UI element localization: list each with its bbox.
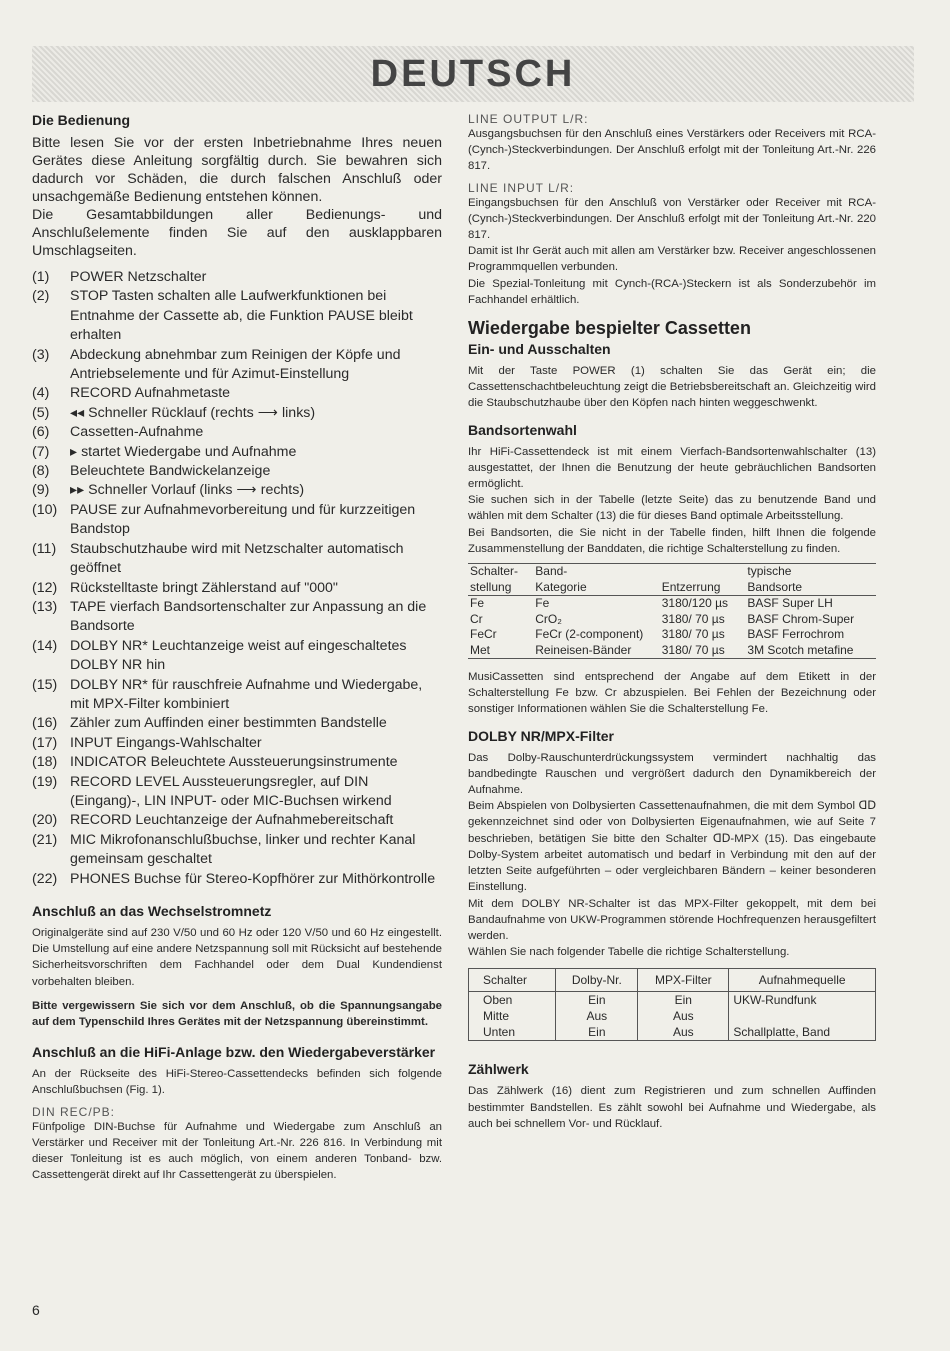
list-item <box>32 870 442 889</box>
table-cell: 3180/ 70 µs <box>661 642 725 657</box>
tape-type-table <box>468 563 876 659</box>
list-item-text: RECORD LEVEL Aussteuerungsregler, auf DIN (Eingang)-, LIN INPUT- oder MIC-Buchsen wirkend <box>70 773 392 809</box>
list-item <box>32 579 442 598</box>
list-item <box>32 423 442 442</box>
paragraph: MusiCassetten sind entsprechend der Angabe auf dem Etikett in der Schalterstellung Fe bzw. Cr abzuspielen. Bei Fehlen der Bezeichnung oder sonstiger Informationen wählen Sie die Schalterstellung Fe. <box>468 671 876 716</box>
list-item-text: Staubschutzhaube wird mit Netzschalter automatisch geöffnet <box>70 540 404 577</box>
list-item-number: (20) <box>32 812 58 829</box>
list-item <box>32 346 442 385</box>
list-item-number: (21) <box>32 831 58 848</box>
page-number: 6 <box>32 1302 40 1318</box>
list-item-number: (2) <box>32 288 50 305</box>
table-cell: 3180/120 µs <box>661 596 729 611</box>
list-item-number: (15) <box>32 676 58 693</box>
paragraph: Mit dem DOLBY NR-Schalter ist das MPX-Filter gekoppelt, mit dem bei Bandaufnahme von UKW-Programmen störende Hochfrequenzen herausgefiltert werden. <box>468 897 876 942</box>
table-row <box>468 612 876 628</box>
paragraph: Wählen Sie nach folgender Tabelle die richtige Schalterstellung. <box>468 946 790 959</box>
paragraph: Ausgangsbuchsen für den Anschluß eines Verstärkers oder Receivers mit RCA-(Cynch-)Steckverbindungen. Der Anschluß erfolgt mit der Tonleitung Art.-Nr. 226 817. <box>468 128 876 173</box>
connector-label-line-out: LINE OUTPUT L/R: <box>468 112 589 126</box>
paragraph: Damit ist Ihr Gerät auch mit allen am Verstärker bzw. Receiver angeschlossenen Programmquellen verbunden. <box>468 245 876 274</box>
list-item-text: POWER Netzschalter <box>70 269 207 285</box>
list-item-number: (9) <box>32 482 50 499</box>
section-heading-wiedergabe: Wiedergabe bespielter Cassetten <box>468 318 751 339</box>
list-item-number: (5) <box>32 404 50 421</box>
list-item-text: DOLBY NR* Leuchtanzeige weist auf eingeschaltetes DOLBY NR hin <box>70 637 407 674</box>
list-item-text: RECORD Aufnahmetaste <box>70 385 231 402</box>
list-item-text: PAUSE zur Aufnahmevorbereitung und für kurzzeitigen Bandstop <box>70 501 416 538</box>
list-item <box>32 384 442 403</box>
table-cell: Ein <box>556 1024 638 1041</box>
list-item <box>32 287 442 345</box>
table-cell: Schallplatte, Band <box>729 1024 876 1041</box>
list-item-text: MIC Mikrofonanschlußbuchse, linker und rechter Kanal gemeinsam geschaltet <box>70 831 416 868</box>
title-banner <box>32 46 914 102</box>
table-row <box>468 627 876 643</box>
list-item-text: INDICATOR Beleuchtete Aussteuerungsinstrumente <box>70 754 398 771</box>
list-item-number: (22) <box>32 870 58 887</box>
table-cell: 3180/ 70 µs <box>661 627 725 642</box>
section-heading-zaehlwerk: Zählwerk <box>468 1061 529 1078</box>
list-item <box>32 676 442 715</box>
table-row <box>468 643 876 659</box>
list-item-number: (3) <box>32 346 50 363</box>
table-cell: Cr <box>470 611 483 626</box>
connector-label-line-in: LINE INPUT L/R: <box>468 180 575 195</box>
list-item-text: ▸▸ Schneller Vorlauf (links ⟶ rechts) <box>70 482 305 499</box>
table-cell: 3180/ 70 µs <box>661 611 725 626</box>
table-cell: UKW-Rundfunk <box>729 992 876 1009</box>
paragraph: Das Dolby-Rauschunterdrückungssystem vermindert nachhaltig das bandbedingte Rauschen und vergrößert dadurch den Dynamikbereich der Aufnahme. <box>468 751 876 797</box>
list-item-number: (7) <box>32 443 50 460</box>
table-row <box>468 596 876 612</box>
table-cell: Aus <box>638 1008 729 1024</box>
list-item-text: DOLBY NR* für rauschfreie Aufnahme und Wiedergabe, mit MPX-Filter kombiniert <box>70 676 423 712</box>
paragraph: Ihr HiFi-Cassettendeck ist mit einem Vierfach-Bandsortenwahlschalter (13) ausgestattet, der Ihnen die Benutzung der heute gebräuchlichen Bandsorten ermöglicht. <box>468 445 876 491</box>
table-cell: Aus <box>638 1024 729 1041</box>
list-item-text: INPUT Eingangs-Wahlschalter <box>70 734 262 751</box>
paragraph: Bitte lesen Sie vor der ersten Inbetriebnahme Ihres neuen Gerätes diese Anleitung sorgfältig durch. Sie bewahren sich dadurch vor Schäden, die durch falschen Anschluß oder unsachgemäße Bedienung entstehen können. <box>32 135 442 205</box>
list-item <box>32 637 442 676</box>
table-cell: Ein <box>638 992 729 1009</box>
list-item-text: Rückstelltaste bringt Zählerstand auf "000" <box>70 579 338 596</box>
list-item-text: ◂◂ Schneller Rücklauf (rechts ⟶ links) <box>70 404 316 421</box>
table-cell: FeCr <box>470 627 497 642</box>
list-item <box>32 714 442 733</box>
list-item-text: STOP Tasten schalten alle Laufwerkfunktionen bei Entnahme der Cassette ab, die Funktion PAUSE bleibt erhalten <box>70 288 413 344</box>
list-item-number: (10) <box>32 501 58 518</box>
list-item-text: Abdeckung abnehmbar zum Reinigen der Köpfe und Antriebselemente und für Azimut-Einstellung <box>70 346 401 383</box>
table-header-cell: Dolby-Nr. <box>556 969 638 992</box>
table-header-cell: MPX-Filter <box>638 969 729 992</box>
paragraph: Beim Abspielen von Dolbysierten Cassettenaufnahmen, die mit dem Symbol ꓷꓓ gekennzeichnet sind oder von Dolbysierten Eigenaufnahmen, wie auf Seite 7 beschrieben, betätigen Sie bitte den Schalter ꓷꓓ-MPX (15). Das eingebaute Dolby-System arbeitet automatisch und bedarf in Verbindung mit den auf der letzten Seite aufgeführten – oder vergleichbaren Bändern – keiner besonderen Einstellung. <box>468 800 876 894</box>
list-item-number: (13) <box>32 598 58 615</box>
list-item <box>32 598 442 637</box>
list-item-number: (16) <box>32 715 58 732</box>
list-item <box>32 734 442 753</box>
table-cell: Oben <box>469 992 556 1009</box>
paragraph: An der Rückseite des HiFi-Stereo-Cassettendecks befinden sich folgende Anschlußbuchsen (Fig. 1). <box>32 1068 442 1097</box>
paragraph: Originalgeräte sind auf 230 V/50 und 60 Hz oder 120 V/50 und 60 Hz eingestellt. Die Umstellung auf eine andere Netzspannung soll mit Rücksicht auf bestehende Sicherheitsvorschriften dem Fachhandel oder dem Dual Kundendienst vorbehalten bleiben. <box>32 927 442 988</box>
list-item-text: ▸ startet Wiedergabe und Aufnahme <box>70 443 297 460</box>
list-item <box>32 404 442 423</box>
table-cell: Aus <box>556 1008 638 1024</box>
list-item-number: (12) <box>32 579 58 596</box>
paragraph: Bei Bandsorten, die Sie nicht in der Tabelle finden, hilft Ihnen die folgende Zusammenstellung der Banddaten, die richtige Schalterstellung zu finden. <box>468 526 876 555</box>
list-item-number: (4) <box>32 385 50 402</box>
table-header-cell: typische Bandsorte <box>747 564 803 594</box>
page-title: DEUTSCH <box>370 53 576 95</box>
section-heading-hifi: Anschluß an die HiFi-Anlage bzw. den Wiedergabeverstärker <box>32 1044 436 1061</box>
table-cell <box>729 1008 876 1024</box>
list-item-number: (6) <box>32 424 50 441</box>
paragraph: Die Gesamtabbildungen aller Bedienungs- und Anschlußelemente finden Sie auf den ausklappbaren Umschlagseiten. <box>32 207 442 259</box>
table-header-cell: Aufnahmequelle <box>729 969 876 992</box>
sub-heading-ein-aus: Ein- und Ausschalten <box>468 341 611 358</box>
table-cell: BASF Ferrochrom <box>747 627 845 642</box>
table-cell: Fe <box>535 596 550 611</box>
table-cell: Mitte <box>469 1008 556 1024</box>
list-item <box>32 773 442 812</box>
list-item <box>32 481 442 500</box>
table-row <box>469 1008 876 1024</box>
list-item-text: RECORD Leuchtanzeige der Aufnahmebereitschaft <box>70 812 394 829</box>
list-item <box>32 831 442 870</box>
feature-list <box>32 268 442 889</box>
table-header-row <box>468 564 876 596</box>
list-item <box>32 462 442 481</box>
list-item-text: PHONES Buchse für Stereo-Kopfhörer zur Mithörkontrolle <box>70 870 436 887</box>
table-header-cell: Schalter- stellung <box>470 564 519 594</box>
table-header-row <box>469 969 876 992</box>
list-item-number: (11) <box>32 540 57 557</box>
list-item <box>32 268 442 287</box>
list-item <box>32 443 442 462</box>
list-item-number: (17) <box>32 734 58 751</box>
paragraph: Das Zählwerk (16) dient zum Registrieren und zum schnellen Auffinden bestimmter Bandstellen. Es zählt sowohl bei Aufnahme und Wiedergabe, als auch bei schnellem Vor- und Rücklauf. <box>468 1085 876 1130</box>
table-cell: BASF Chrom-Super <box>747 611 855 626</box>
table-row <box>469 1024 876 1041</box>
list-item-number: (18) <box>32 754 58 771</box>
paragraph: Sie suchen sich in der Tabelle (letzte Seite) das zu benutzende Band und wählen mit dem Schalter (13) die für dieses Band optimale Arbeitsstellung. <box>468 494 876 523</box>
left-column <box>32 112 442 1183</box>
paragraph: Eingangsbuchsen für den Anschluß von Verstärker oder Receiver mit RCA-(Cynch-)Steckverbindungen. Der Anschluß erfolgt mit der Tonleitung Art.-Nr. 220 817. <box>468 196 876 242</box>
list-item <box>32 540 442 579</box>
table-cell: BASF Super LH <box>747 596 833 611</box>
list-item <box>32 753 442 772</box>
list-item-text: Zähler zum Auffinden einer bestimmten Bandstelle <box>70 715 387 732</box>
list-item-number: (19) <box>32 773 58 790</box>
table-header-cell: Band- Kategorie <box>535 564 587 594</box>
paragraph: Mit der Taste POWER (1) schalten Sie das Gerät ein; die Cassettenschachtbeleuchtung zeigt die Betriebsbereitschaft an. Gleichzeitig wird die Staubschutzhaube über den Köpfen nach hinten weggeschwenkt. <box>468 365 876 410</box>
table-row <box>469 992 876 1009</box>
list-item-text: Cassetten-Aufnahme <box>70 424 204 441</box>
table-cell: Fe <box>470 596 485 611</box>
list-item <box>32 811 442 830</box>
section-heading-dolby: DOLBY NR/MPX-Filter <box>468 727 614 744</box>
list-item-text: Beleuchtete Bandwickelanzeige <box>70 463 271 480</box>
table-cell: Unten <box>469 1024 556 1041</box>
table-cell: FeCr (2-component) <box>535 627 644 642</box>
warning-paragraph: Bitte vergewissern Sie sich vor dem Anschluß, ob die Spannungsangabe auf dem Typenschild Ihres Gerätes mit der Netzspannung übereinstimmt. <box>32 999 442 1029</box>
dolby-switch-table <box>468 968 876 1041</box>
list-item-number: (1) <box>32 269 50 285</box>
table-cell: 3M Scotch metafine <box>747 642 854 657</box>
right-column <box>468 112 876 1132</box>
connector-label-din: DIN REC/PB: <box>32 1104 116 1119</box>
table-header-cell: Entzerrung <box>661 579 721 594</box>
paragraph: Die Spezial-Tonleitung mit Cynch-(RCA-)Steckern ist als Sonderzubehör im Fachhandel erhältlich. <box>468 277 876 306</box>
list-item-text: TAPE vierfach Bandsortenschalter zur Anpassung an die Bandsorte <box>70 598 427 635</box>
table-cell: Met <box>470 642 491 657</box>
list-item <box>32 501 442 540</box>
table-header-cell: Schalter <box>469 969 556 992</box>
section-heading-bandsorten: Bandsortenwahl <box>468 421 577 438</box>
section-heading-bedienung: Die Bedienung <box>32 112 131 128</box>
table-cell: Reineisen-Bänder <box>535 642 632 657</box>
list-item-number: (14) <box>32 637 58 654</box>
paragraph: Fünfpolige DIN-Buchse für Aufnahme und Wiedergabe zum Anschluß an Verstärker und Receiver mit der Tonleitung Art.-Nr. 226 816. In Verbindung mit dieser Tonleitung ist es auch möglich, von einem anderen Tonband- bzw. Cassettengerät direkt auf Ihr Cassettengerät zu überspielen. <box>32 1120 442 1182</box>
table-cell: Ein <box>556 992 638 1009</box>
table-cell: CrO₂ <box>535 611 562 626</box>
section-heading-netz: Anschluß an das Wechselstromnetz <box>32 903 272 919</box>
list-item-number: (8) <box>32 463 50 480</box>
